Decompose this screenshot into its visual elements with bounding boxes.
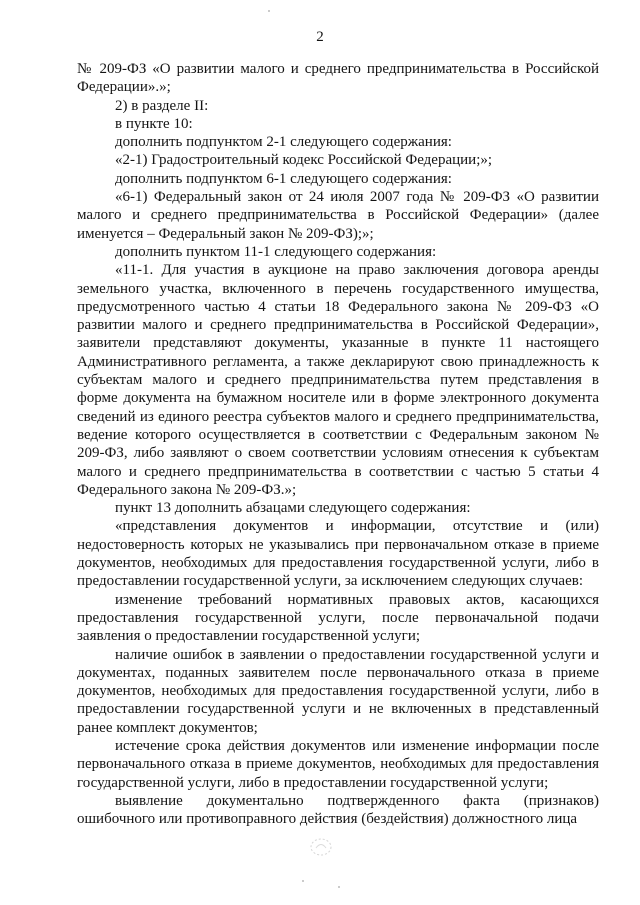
paragraph: истечение срока действия документов или изменение информации после первоначального отказа в приеме документов, необходимых для предоставления государственной услуги, либо в предоставлении государственной услуги; [77, 737, 599, 791]
paragraph: дополнить подпунктом 2-1 следующего содержания: [115, 134, 452, 151]
scan-speck [268, 10, 270, 12]
paragraph: «11-1. Для участия в аукционе на право заключения договора аренды земельного участка, включенного в перечень государственного имущества, предусмотренного частью 4 статьи 18 Федерального закона № 209-ФЗ «О развитии малого и среднего предпринимательства в Российской Федерации», заявители представляют документы, указанные в пункте 11 настоящего Административного регламента, а также декларируют свою принадлежность к субъектам малого и среднего предпринимательства путем представления в форме документа на бумажном носителе или в форме электронного документа сведений из единого реестра субъектов малого и среднего предпринимательства, ведение которого осуществляется в соответствии с Федеральным законом № 209-ФЗ, либо заявляют о своем соответствии условиям отнесения к субъектам малого и среднего предпринимательства в соответствии с частью 5 статьи 4 Федерального закона № 209-ФЗ.»; [77, 262, 599, 498]
document-body [77, 60, 599, 828]
scan-speck [338, 886, 340, 888]
page-number: 2 [316, 29, 324, 45]
paragraph: в пункте 10: [115, 115, 193, 132]
paragraph: «представления документов и информации, отсутствие и (или) недостоверность которых не указывались при первоначальном отказе в приеме документов, необходимых для предоставления государственной услуги, либо в предоставлении государственной услуги, за исключением следующих случаев: [77, 518, 599, 590]
paragraph: дополнить подпунктом 6-1 следующего содержания: [115, 170, 452, 187]
paragraph: «2-1) Градостроительный кодекс Российской Федерации;»; [115, 152, 493, 169]
paragraph: «6-1) Федеральный закон от 24 июля 2007 года № 209-ФЗ «О развитии малого и среднего предпринимательства в Российской Федерации» (далее именуется – Федеральный закон № 209-ФЗ);»; [77, 189, 599, 242]
paragraph: дополнить пунктом 11-1 следующего содержания: [115, 243, 437, 260]
faint-stamp-mark [308, 836, 334, 858]
scan-speck [302, 880, 304, 882]
paragraph: 2) в разделе II: [115, 97, 209, 114]
paragraph: наличие ошибок в заявлении о предоставлении государственной услуги и документах, поданных заявителем после первоначального отказа в приеме документов, необходимых для предоставления государственной услуги, либо в предоставлении государственной услуги и не включенных в представленный ранее комплект документов; [77, 646, 599, 736]
paragraph: № 209-ФЗ «О развитии малого и среднего предпринимательства в Российской Федерации».»; [77, 61, 599, 96]
paragraph: выявление документально подтвержденного факта (признаков) ошибочного или противоправного действия (бездействия) должностного лица [77, 792, 599, 828]
paragraph: пункт 13 дополнить абзацами следующего содержания: [115, 500, 471, 517]
paragraph: изменение требований нормативных правовых актов, касающихся предоставления государственной услуги, после первоначальной подачи заявления о предоставлении государственной услуги; [77, 591, 599, 645]
